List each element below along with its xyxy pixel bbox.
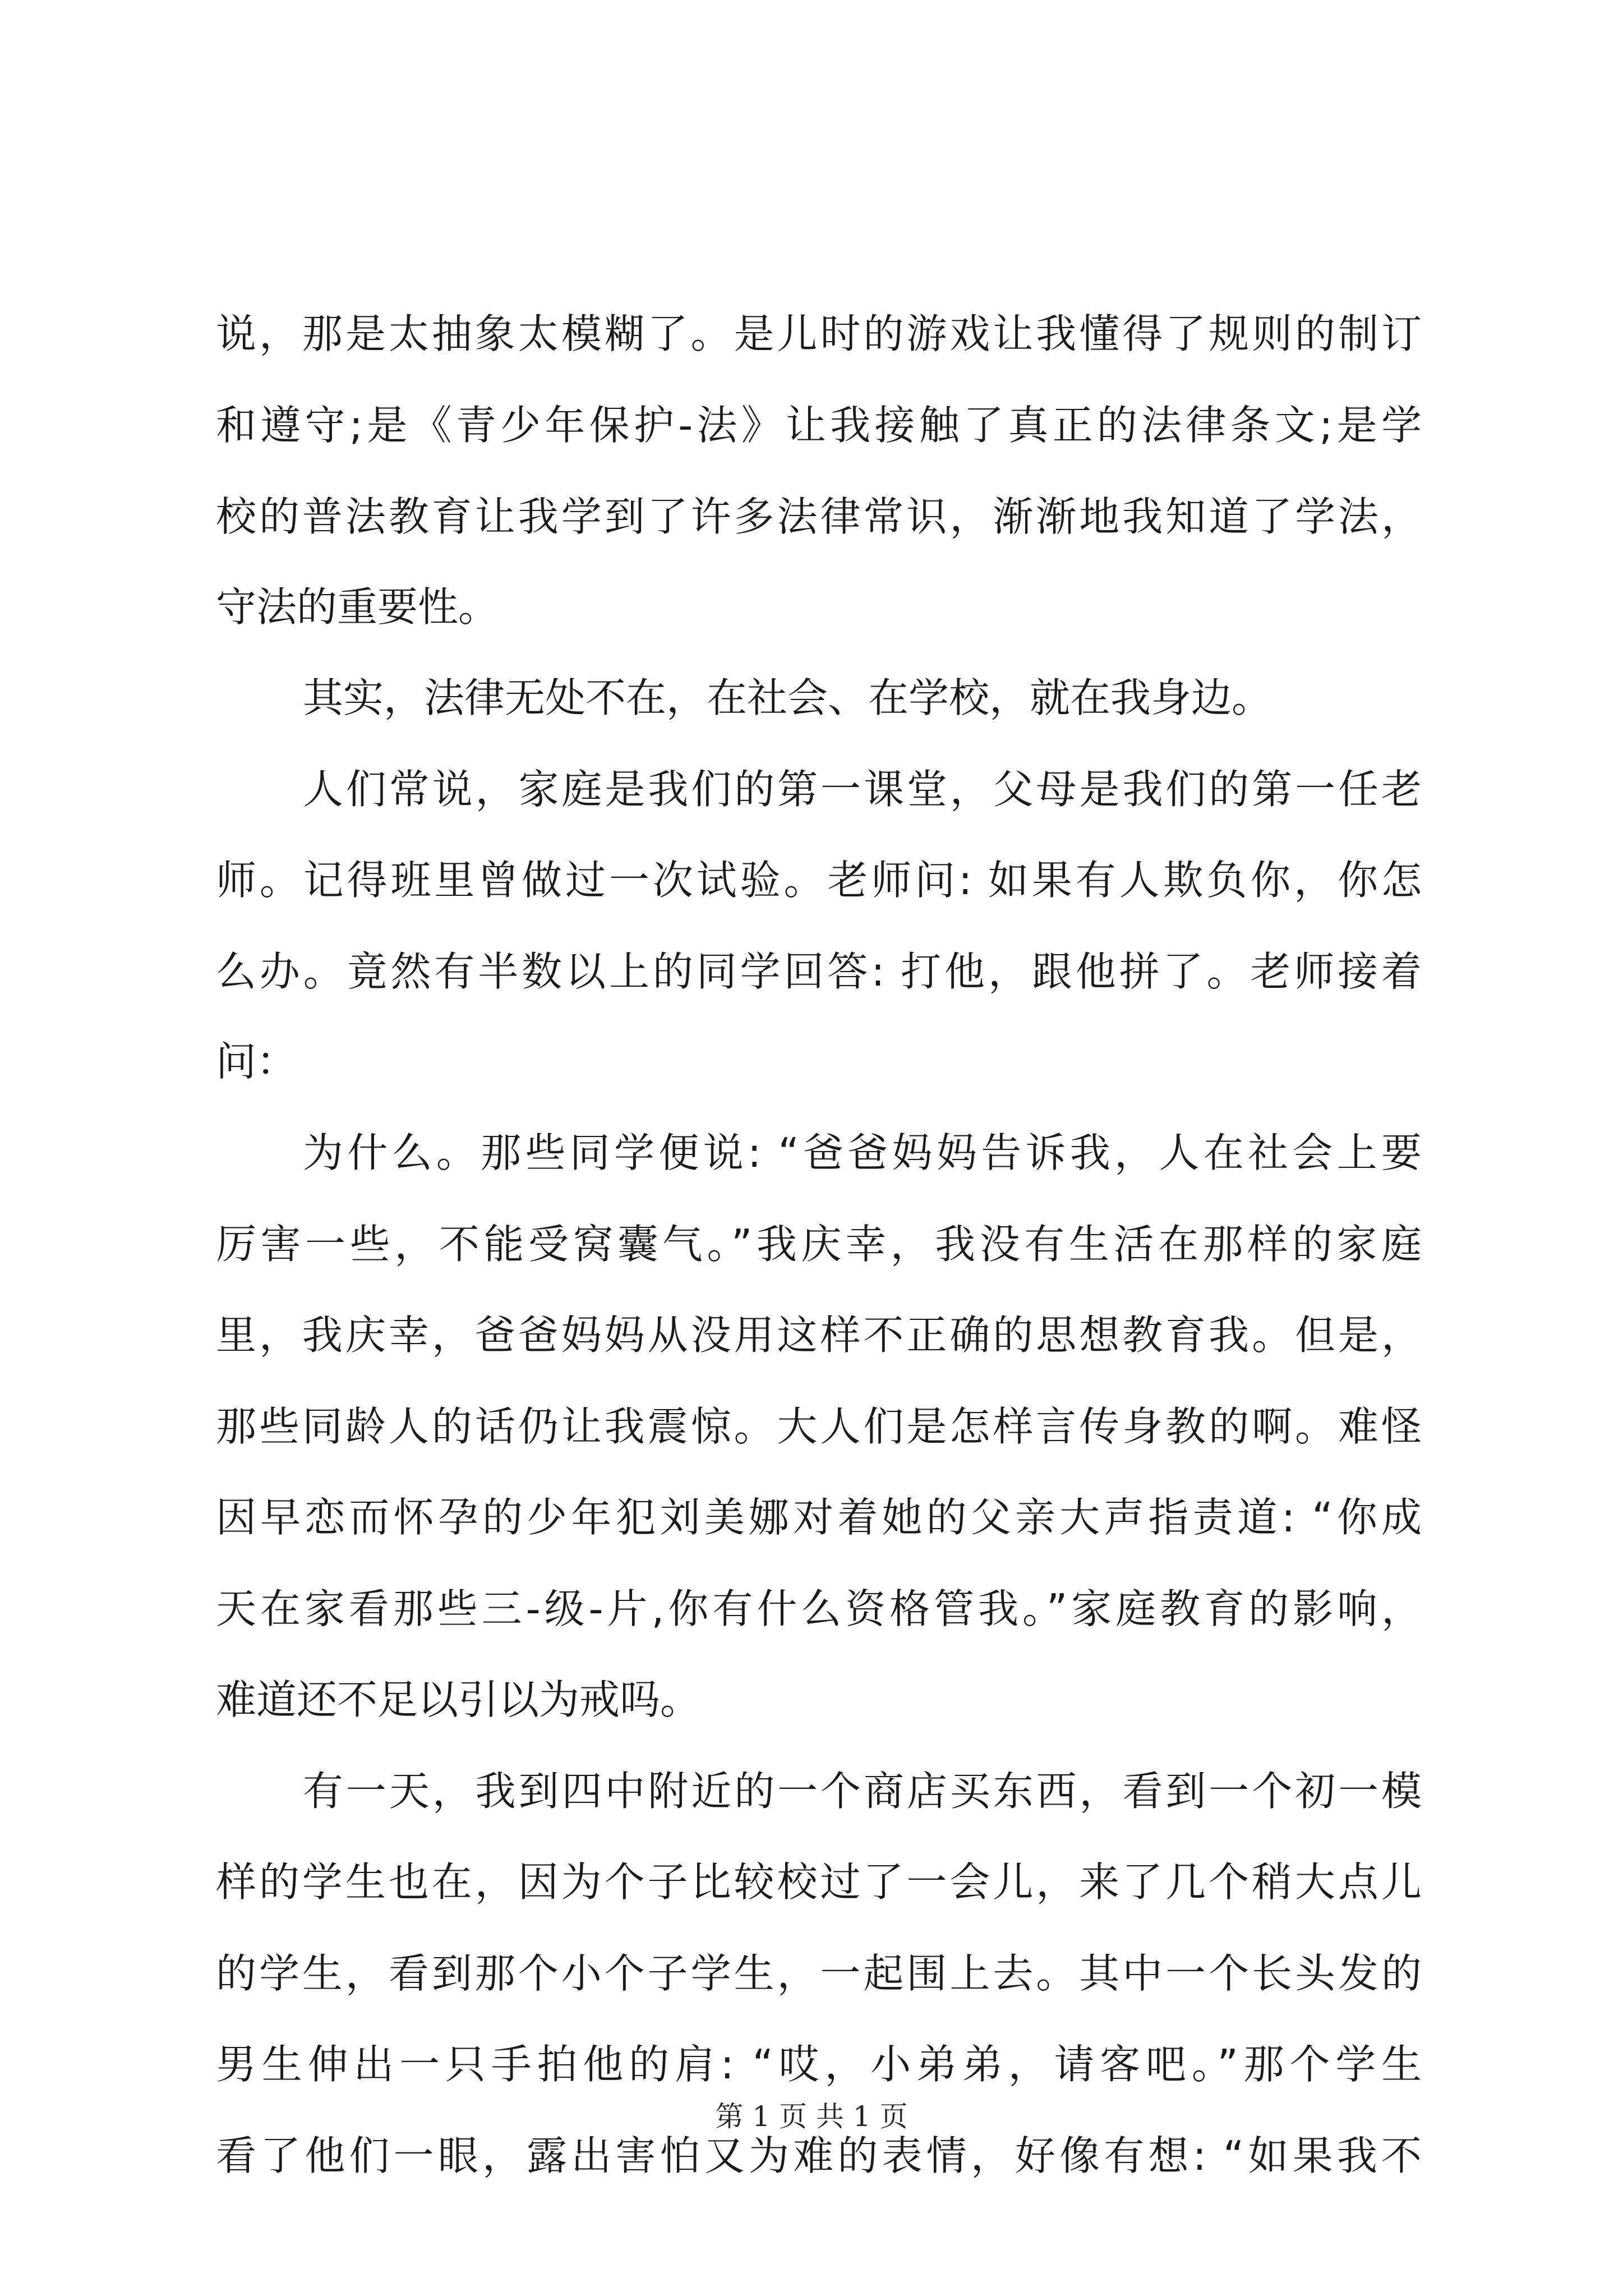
text-line: 为什么。那些同学便说: “爸爸妈妈告诉我，人在社会上要 bbox=[303, 1129, 1422, 1176]
page-footer: 第 1 页 共 1 页 bbox=[715, 2100, 908, 2133]
text-line: 问： bbox=[216, 1038, 297, 1085]
text-line: 样的学生也在，因为个子比较校过了一会儿，来了几个稍大点儿 bbox=[216, 1858, 1422, 1906]
text-line: 师。记得班里曾做过一次试验。老师问: 如果有人欺负你，你怎 bbox=[216, 857, 1422, 904]
text-line: 厉害一些，不能受窝囊气。”我庆幸，我没有生活在那样的家庭 bbox=[216, 1221, 1422, 1268]
text-line: 因早恋而怀孕的少年犯刘美娜对着她的父亲大声指责道: “你成 bbox=[216, 1494, 1422, 1541]
text-line: 守法的重要性。 bbox=[216, 583, 499, 631]
text-line: 男生伸出一只手拍他的肩: “哎，小弟弟，请客吧。”那个学生 bbox=[216, 2041, 1422, 2088]
text-line: 说，那是太抽象太模糊了。是儿时的游戏让我懂得了规则的制订 bbox=[216, 310, 1422, 357]
text-line: 里，我庆幸，爸爸妈妈从没用这样不正确的思想教育我。但是， bbox=[216, 1312, 1422, 1359]
text-line: 校的普法教育让我学到了许多法律常识，渐渐地我知道了学法， bbox=[216, 493, 1422, 540]
text-line: 难道还不足以引以为戒吗。 bbox=[216, 1676, 701, 1723]
text-line: 有一天，我到四中附近的一个商店买东西，看到一个初一模 bbox=[303, 1768, 1422, 1815]
text-line: 人们常说，家庭是我们的第一课堂，父母是我们的第一任老 bbox=[303, 766, 1422, 813]
text-line: 其实，法律无处不在，在社会、在学校，就在我身边。 bbox=[303, 674, 1272, 721]
text-line: 和遵守;是《青少年保护-法》让我接触了真正的法律条文;是学 bbox=[216, 402, 1422, 449]
text-line: 天在家看那些三-级-片,你有什么资格管我。”家庭教育的影响， bbox=[216, 1585, 1422, 1632]
text-line: 么办。竟然有半数以上的同学回答: 打他，跟他拼了。老师接着 bbox=[216, 948, 1422, 995]
text-line: 的学生，看到那个小个子学生，一起围上去。其中一个长头发的 bbox=[216, 1950, 1422, 1997]
text-line: 那些同龄人的话仍让我震惊。大人们是怎样言传身教的啊。难怪 bbox=[216, 1403, 1422, 1450]
text-line: 看了他们一眼，露出害怕又为难的表情，好像有想: “如果我不 bbox=[216, 2132, 1422, 2179]
